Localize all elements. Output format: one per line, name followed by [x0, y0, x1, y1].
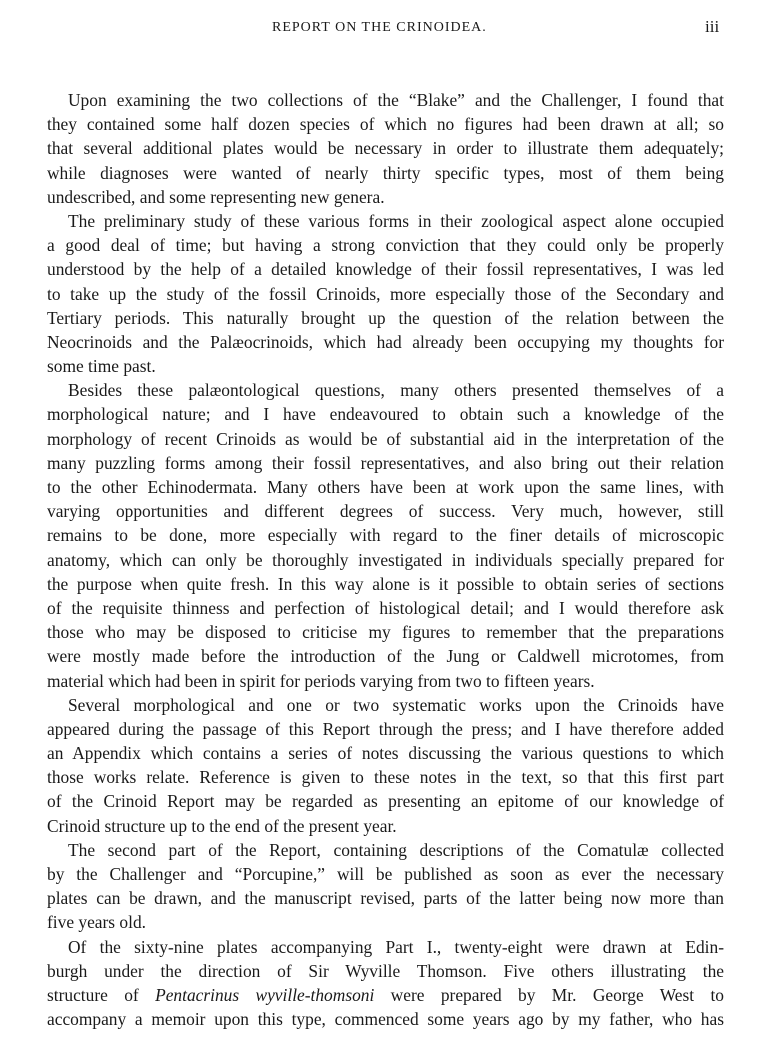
body-text: [47, 88, 724, 1031]
text-line: of the requisite thinness and perfection of histological detail; and I would therefore ask: [47, 597, 724, 618]
text-line: Several morphological and one or two systematic works upon the Crinoids have: [68, 694, 724, 715]
text-line: Tertiary periods. This naturally brought up the question of the relation between the: [47, 307, 724, 328]
text-line: those works relate. Reference is given to these notes in the text, so that this first part: [47, 767, 724, 788]
text-line: that several additional plates would be necessary in order to illustrate them adequately;: [47, 138, 724, 159]
text-line: morphology of recent Crinoids as would be of substantial aid in the interpretation of the: [47, 428, 724, 449]
text-line: some time past.: [47, 356, 156, 377]
text-line: morphological nature; and I have endeavoured to obtain such a knowledge of the: [47, 404, 724, 425]
text-line: to the other Echinodermata. Many others have been at work upon the same lines, with: [47, 477, 724, 497]
text-line: to take up the study of the fossil Crinoids, more especially those of the Secondary and: [47, 283, 724, 304]
text-line: Upon examining the two collections of the “Blake” and the Challenger, I found that: [68, 90, 724, 110]
text-line: remains to be done, more especially with regard to the finer details of microscopic: [47, 525, 724, 546]
text-line: by the Challenger and “Porcupine,” will be published as soon as ever the necessary: [47, 864, 724, 884]
text-line: burgh under the direction of Sir Wyville Thomson. Five others illustrating the: [47, 960, 724, 981]
paragraph: [47, 209, 724, 378]
text-line: of the Crinoid Report may be regarded as presenting an epitome of our knowledge of: [47, 791, 724, 812]
text-line: the purpose when quite fresh. In this way alone is it possible to obtain series of sections: [47, 573, 724, 594]
text-line: five years old.: [47, 912, 146, 933]
text-line: Neocrinoids and the Palæocrinoids, which had already been occupying my thoughts for: [47, 331, 724, 352]
text-line: varying opportunities and different degrees of success. Very much, however, still: [47, 501, 724, 522]
paragraph: [47, 935, 724, 1032]
italic-species-name: Pentacrinus wyville-thomsoni: [155, 984, 375, 1005]
paragraph: [47, 838, 724, 935]
text-line: appeared during the passage of this Report through the press; and I have therefore added: [47, 718, 724, 739]
text-line: The preliminary study of these various forms in their zoological aspect alone occupied: [68, 210, 724, 231]
text-line: Of the sixty-nine plates accompanying Part I., twenty-eight were drawn at Edin-: [68, 936, 724, 957]
text-line: The second part of the Report, containing descriptions of the Comatulæ collected: [68, 839, 724, 860]
page-number: iii: [705, 17, 720, 36]
text-line: they contained some half dozen species of which no figures had been drawn at all; so: [47, 114, 724, 135]
text-line: undescribed, and some representing new genera.: [47, 186, 385, 207]
text-line: accompany a memoir upon this type, commenced some years ago by my father, who has: [47, 1009, 724, 1030]
text-segment: structure of: [47, 984, 156, 1005]
text-line: plates can be drawn, and the manuscript revised, parts of the latter being now more than: [47, 888, 724, 909]
paragraph: [47, 378, 724, 692]
text-line: a good deal of time; but having a strong conviction that they could only be properly: [47, 235, 724, 256]
text-line: an Appendix which contains a series of notes discussing the various questions to which: [47, 743, 724, 764]
text-line: Besides these palæontological questions, many others presented themselves of a: [68, 380, 724, 401]
text-line: those who may be disposed to criticise my figures to remember that the preparations: [47, 622, 724, 643]
running-header: [0, 17, 776, 42]
text-line: understood by the help of a detailed knowledge of their fossil representatives, I was led: [47, 259, 724, 280]
text-line: many puzzling forms among their fossil representatives, and also bring out their relation: [47, 452, 724, 473]
paragraph: [47, 693, 724, 838]
running-title: REPORT ON THE CRINOIDEA.: [272, 20, 487, 35]
text-line: material which had been in spirit for periods varying from two to fifteen years.: [47, 670, 595, 691]
text-line: were mostly made before the introduction of the Jung or Caldwell microtomes, from: [47, 646, 724, 667]
text-segment: were prepared by Mr. George West to: [374, 984, 724, 1005]
text-line: [47, 983, 724, 1007]
text-line: while diagnoses were wanted of nearly thirty specific types, most of them being: [47, 162, 724, 183]
text-line: Crinoid structure up to the end of the present year.: [47, 815, 397, 836]
text-line: anatomy, which can only be thoroughly investigated in individuals specially prepared for: [47, 549, 724, 570]
paragraph: [47, 88, 724, 209]
